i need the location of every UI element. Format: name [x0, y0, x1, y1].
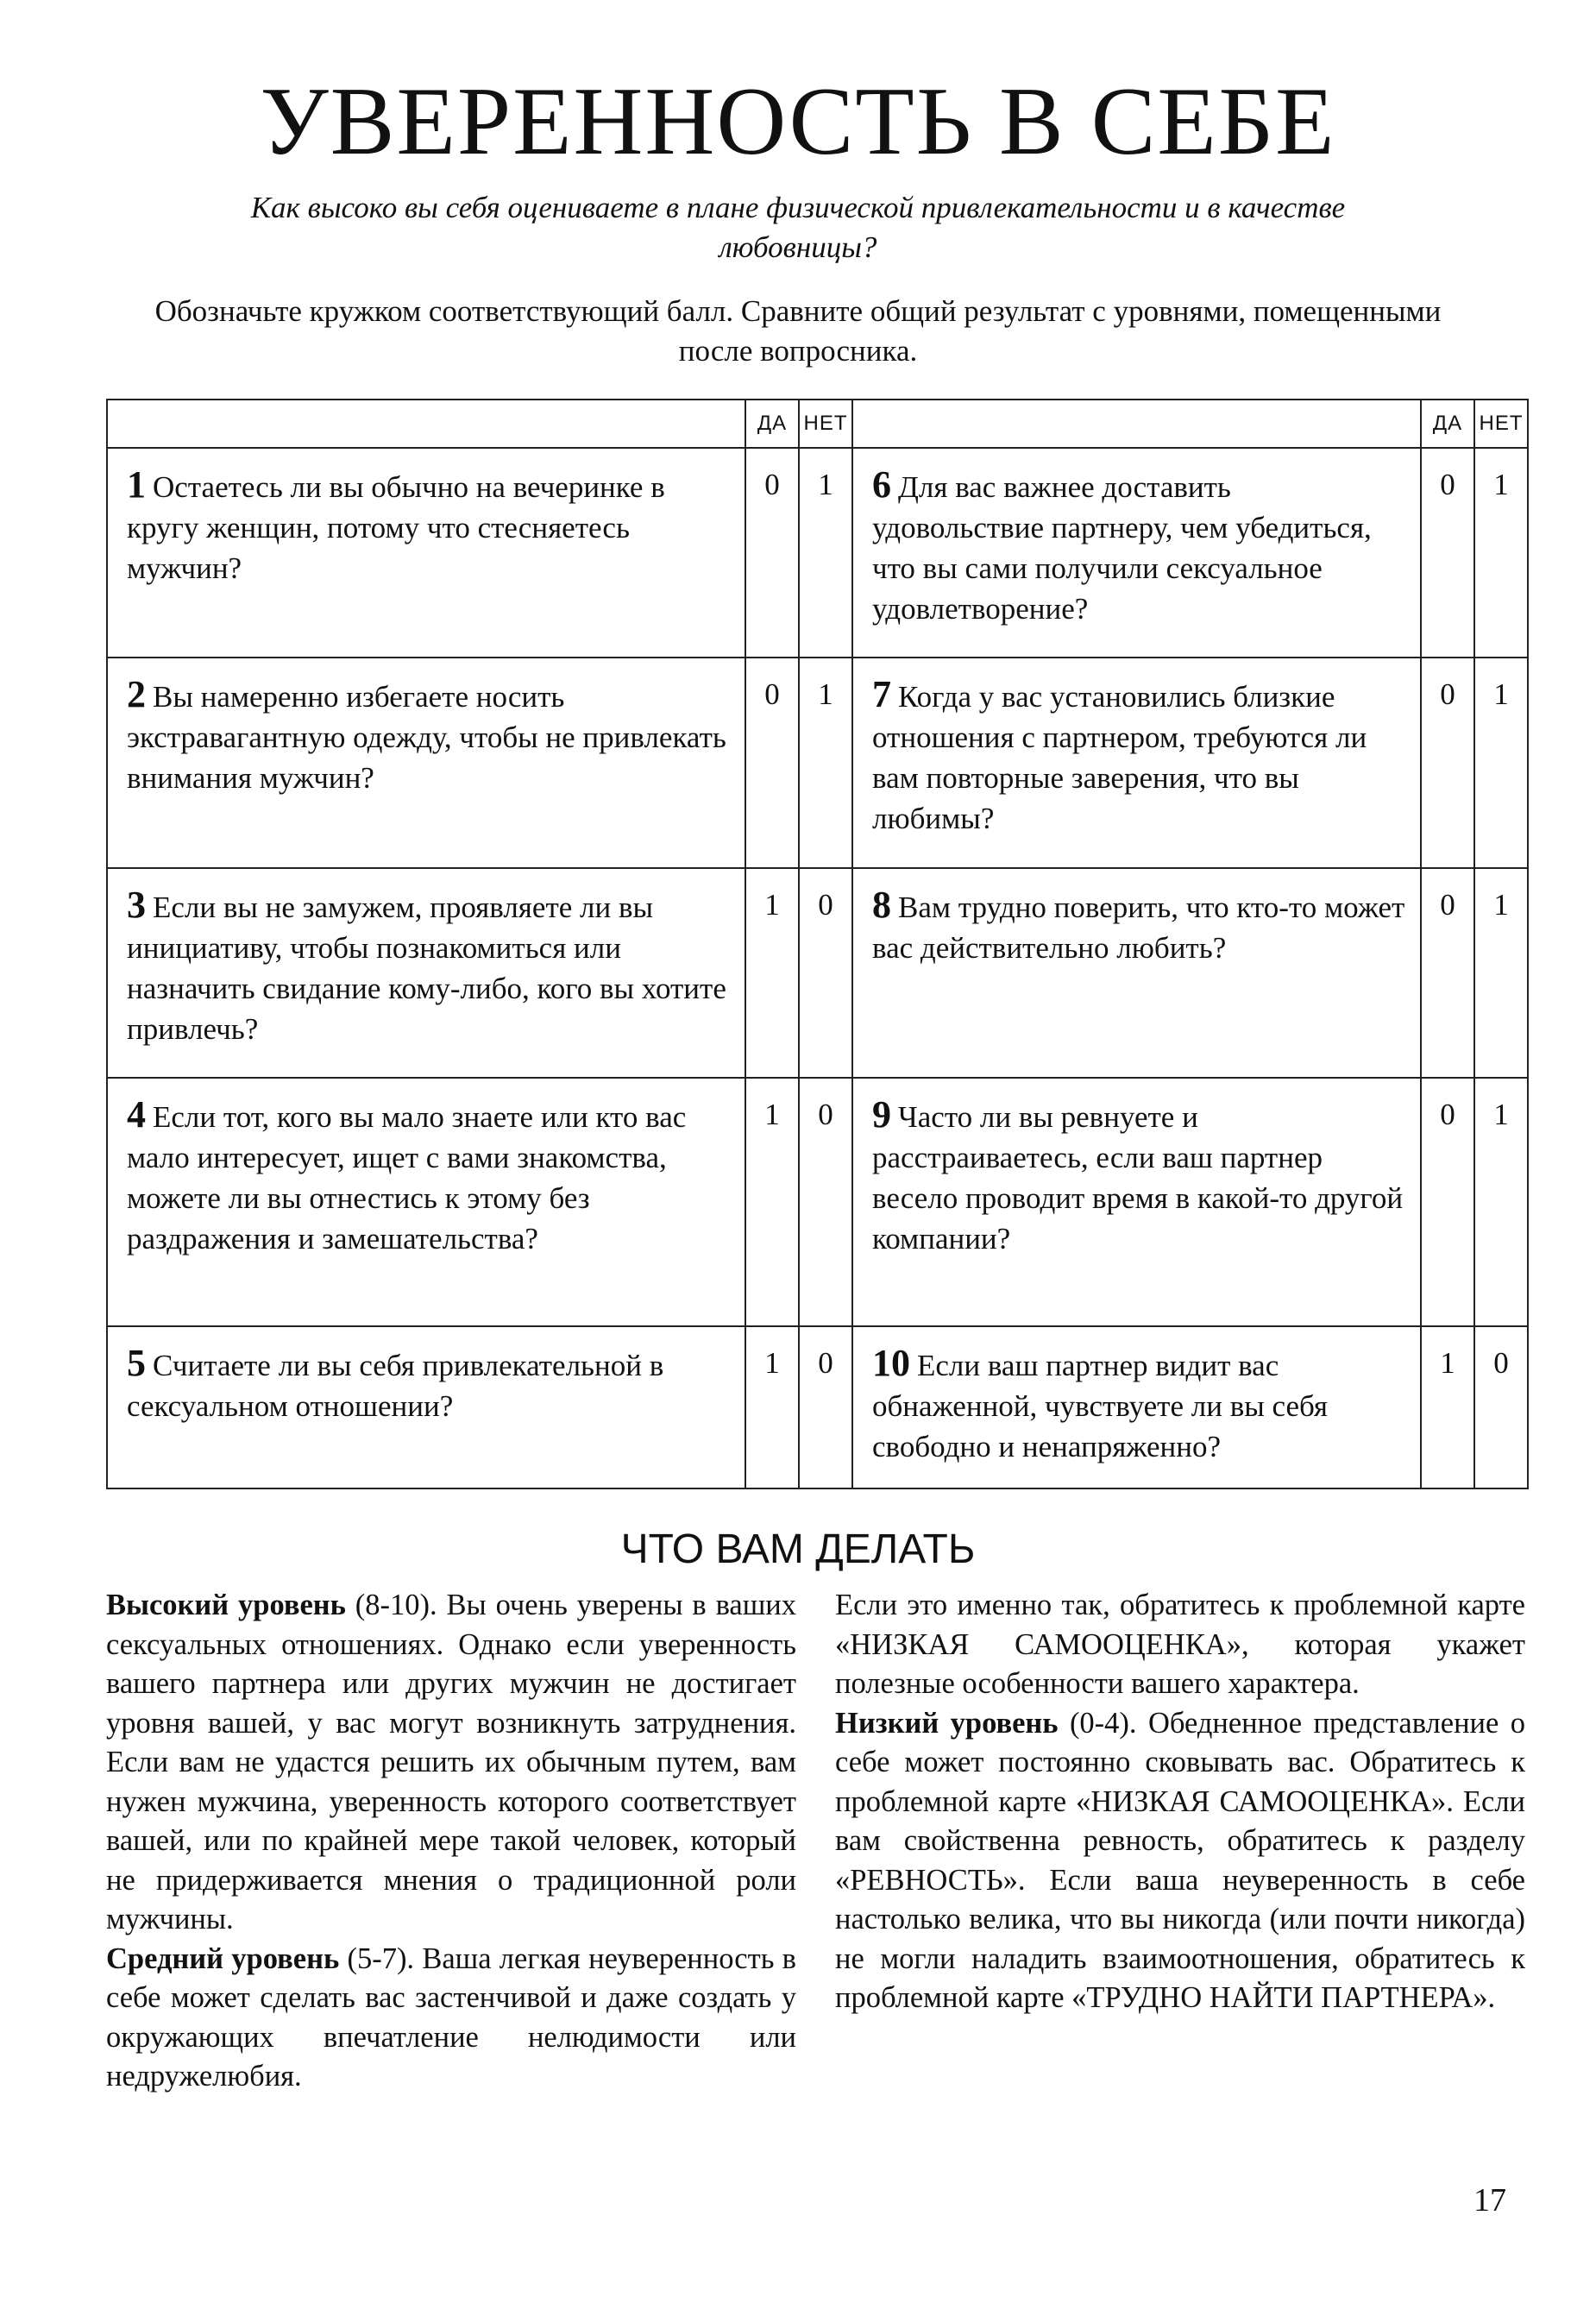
advice-mid-continued: Если это именно так, обратитесь к проблемной карте «НИЗКАЯ САМООЦЕНКА», которая укажет полезные особенности вашего характера. — [835, 1589, 1525, 1700]
score-yes-4[interactable]: 1 — [745, 1078, 799, 1327]
table-row — [107, 448, 1528, 658]
level-text: (8-10). Вы очень уверены в ваших сексуальных отношениях. Однако если уверенность вашего партнера или других мужчин не достигает уровня вашей, у вас могут возникнуть затруднения. Если вам не удастся решить их обычным путем, вам нужен мужчина, уверенность которого соответствует вашей, или по крайней мере такой человек, который не придерживается мнения о традиционной роли мужчины. — [106, 1589, 796, 1935]
level-label: Высокий уровень — [106, 1589, 346, 1621]
question-2 — [107, 658, 745, 867]
question-number: 1 — [127, 463, 146, 506]
table-header-row — [107, 400, 1528, 448]
level-label: Средний уровень — [106, 1942, 340, 1975]
question-5 — [107, 1326, 745, 1488]
question-text: Если тот, кого вы мало знаете или кто вас мало интересует, ищет с вами знакомства, можете ли вы отнестись к этому без раздражения и замешательства? — [127, 1099, 687, 1256]
instructions: Обозначьте кружком соответствующий балл. Сравните общий результат с уровнями, помещенными после вопросника. — [154, 294, 1442, 368]
level-text: (0-4). Обедненное представление о себе может постоянно сковывать вас. Обратитесь к проблемной карте «НИЗКАЯ САМООЦЕНКА». Если вам свойственна ревность, обратитесь к разделу «РЕВНОСТЬ». Если ваша неуверенность в себе настолько велика, что вы никогда (или почти никогда) не могли наладить взаимоотношения, обратитесь к проблемной карте «ТРУДНО НАЙТИ ПАРТНЕРА». — [835, 1706, 1525, 2014]
question-text: Если ваш партнер видит вас обнаженной, чувствуете ли вы себя свободно и ненапряженно? — [872, 1349, 1329, 1464]
question-8 — [852, 868, 1421, 1078]
score-no-7[interactable]: 1 — [1474, 658, 1528, 867]
level-label: Низкий уровень — [835, 1706, 1059, 1740]
score-yes-7[interactable]: 0 — [1421, 658, 1474, 867]
score-yes-10[interactable]: 1 — [1421, 1326, 1474, 1488]
table-row — [107, 1078, 1528, 1327]
table-row — [107, 658, 1528, 867]
question-text: Когда у вас установились близкие отношения с партнером, требуются ли вам повторные заверения, что вы любимы? — [872, 680, 1367, 836]
question-number: 7 — [872, 673, 891, 716]
question-text: Если вы не замужем, проявляете ли вы инициативу, чтобы познакомиться или назначить свидание кому-либо, кого вы хотите привлечь? — [127, 890, 726, 1046]
question-text: Вы намеренно избегаете носить экстравагантную одежду, чтобы не привлекать внимания мужчин? — [127, 680, 726, 796]
score-no-10[interactable]: 0 — [1474, 1326, 1528, 1488]
question-7 — [852, 658, 1421, 867]
page-number: 17 — [1473, 2182, 1506, 2218]
score-yes-2[interactable]: 0 — [745, 658, 799, 867]
score-no-5[interactable]: 0 — [799, 1326, 852, 1488]
score-yes-3[interactable]: 1 — [745, 868, 799, 1078]
question-text: Вам трудно поверить, что кто-то может вас действительно любить? — [872, 890, 1405, 965]
question-number: 2 — [127, 673, 146, 716]
question-1 — [107, 448, 745, 658]
header-yes-right: ДА — [1421, 400, 1474, 448]
question-number: 9 — [872, 1092, 891, 1136]
question-text: Считаете ли вы себя привлекательной в сексуальном отношении? — [127, 1349, 664, 1424]
question-text: Часто ли вы ревнуете и расстраиваетесь, если ваш партнер весело проводит время в какой-то другой компании? — [872, 1099, 1404, 1256]
advice-column-left — [106, 1586, 796, 2097]
question-3 — [107, 868, 745, 1078]
advice-high — [106, 1586, 796, 1940]
table-row — [107, 868, 1528, 1078]
score-yes-9[interactable]: 0 — [1421, 1078, 1474, 1327]
advice-low — [835, 1704, 1525, 2018]
question-6 — [852, 448, 1421, 658]
score-no-3[interactable]: 0 — [799, 868, 852, 1078]
score-yes-6[interactable]: 0 — [1421, 448, 1474, 658]
question-number: 8 — [872, 883, 891, 926]
header-no-left: НЕТ — [799, 400, 852, 448]
score-yes-1[interactable]: 0 — [745, 448, 799, 658]
advice-column-right — [835, 1586, 1525, 2018]
header-blank-right — [852, 400, 1421, 448]
score-no-9[interactable]: 1 — [1474, 1078, 1528, 1327]
score-no-1[interactable]: 1 — [799, 448, 852, 658]
subtitle: Как высоко вы себя оцениваете в плане физической привлекательности и в качестве любовницы? — [250, 191, 1346, 264]
score-yes-5[interactable]: 1 — [745, 1326, 799, 1488]
score-no-2[interactable]: 1 — [799, 658, 852, 867]
question-number: 3 — [127, 883, 146, 926]
question-number: 6 — [872, 463, 891, 506]
question-10 — [852, 1326, 1421, 1488]
question-number: 5 — [127, 1342, 146, 1385]
score-no-8[interactable]: 1 — [1474, 868, 1528, 1078]
advice-mid — [106, 1940, 796, 2097]
question-number: 4 — [127, 1092, 146, 1136]
question-number: 10 — [872, 1342, 910, 1385]
score-no-6[interactable]: 1 — [1474, 448, 1528, 658]
question-text: Остаетесь ли вы обычно на вечеринке в кругу женщин, потому что стесняетесь мужчин? — [127, 470, 665, 585]
header-no-right: НЕТ — [1474, 400, 1528, 448]
score-yes-8[interactable]: 0 — [1421, 868, 1474, 1078]
question-4 — [107, 1078, 745, 1327]
header-blank-left — [107, 400, 745, 448]
page-title: УВЕРЕННОСТЬ В СЕБЕ — [260, 68, 1336, 175]
level-text: (5-7). Ваша легкая неуверенность в себе может сделать вас застенчивой и даже создать у окружающих впечатление нелюдимости или недружелюбия. — [106, 1942, 796, 2093]
question-text: Для вас важнее доставить удовольствие партнеру, чем убедиться, что вы сами получили сексуальное удовлетворение? — [872, 470, 1372, 626]
quiz-table — [106, 399, 1529, 1489]
score-no-4[interactable]: 0 — [799, 1078, 852, 1327]
header-yes-left: ДА — [745, 400, 799, 448]
question-9 — [852, 1078, 1421, 1327]
table-row — [107, 1326, 1528, 1488]
advice-heading: ЧТО ВАМ ДЕЛАТЬ — [620, 1526, 976, 1572]
